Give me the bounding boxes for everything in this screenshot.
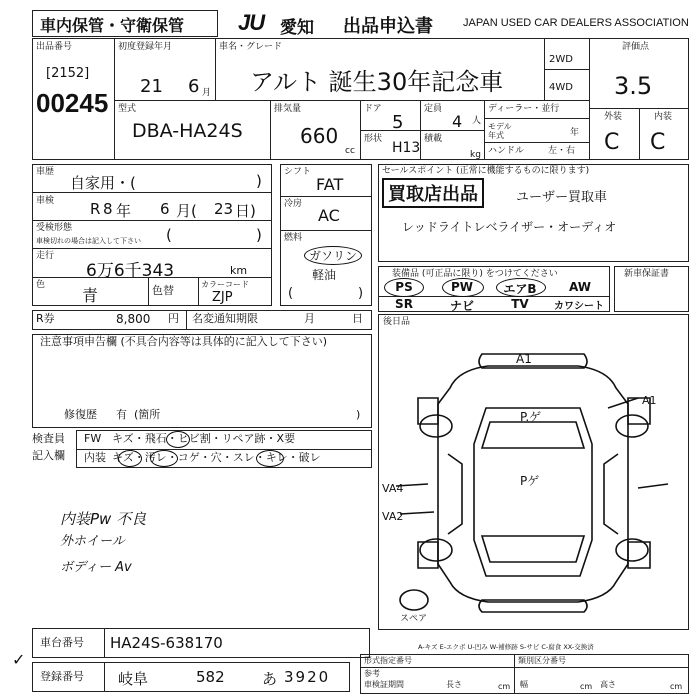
model-year-unit: 年 (570, 128, 580, 138)
circle-mark-airbag (496, 278, 546, 297)
handle-options: 左・右 (548, 146, 576, 156)
rule (104, 662, 105, 692)
diagram-mark-roof: P.ゲ (520, 410, 542, 424)
evaluation-label: 評価点 (622, 42, 650, 52)
shape-value: H13 (392, 140, 421, 156)
inspector-label-1: 検査員 (32, 432, 65, 445)
reg-month-unit: 月 (202, 88, 212, 98)
doors-label: ドア (364, 104, 382, 114)
handwritten-note-2: 外ホイール (60, 534, 125, 549)
rule (280, 230, 372, 231)
inspection-year-unit: 年 (116, 202, 132, 220)
rule (420, 130, 484, 131)
handle-label: ハンドル (488, 146, 525, 156)
history-label: 車歴 (36, 167, 55, 177)
fuel-open: ( (288, 286, 294, 301)
color-label: 色 (36, 280, 46, 290)
capacity-unit: 人 (472, 116, 482, 126)
type-label: 型式 (118, 104, 137, 114)
model-name-value: アルト 誕生30年記念車 (250, 68, 504, 96)
reg-month: 6 (188, 76, 200, 97)
change-month-unit: 月 (304, 312, 315, 325)
interior-label: 内装 (654, 112, 673, 122)
mileage-value: 6万6千343 (86, 261, 175, 281)
damage-legend: A-キズ E-エクボ U-凹み W-補修跡 S-サビ C-腐食 XX-交換済 (418, 643, 594, 651)
ju-logo: JU (238, 10, 265, 35)
rule (186, 310, 187, 330)
first-reg-label: 初度登録年月 (118, 42, 173, 52)
inspector-row2-head: 内装 (84, 451, 106, 464)
drive-4wd: 4WD (549, 82, 573, 93)
shape-label: 形状 (364, 134, 383, 144)
mileage-unit: km (230, 264, 248, 277)
fuel-close: ) (358, 286, 364, 301)
repair-close: ) (356, 408, 361, 421)
rule (32, 248, 272, 249)
load-label: 積載 (424, 134, 443, 144)
inspector-row1-items: キズ・飛石・ヒビ割・リペア跡・X要 (112, 432, 296, 445)
circle-mark-ps (384, 278, 424, 297)
displacement-label: 排気量 (274, 104, 302, 114)
warranty-label: 新車保証書 (624, 269, 670, 279)
rule (639, 108, 640, 160)
rule (589, 38, 590, 160)
buy-store-label: 買取店出品 (382, 178, 484, 208)
circle-mark-stain (150, 450, 178, 467)
ref-label: 参考 (364, 669, 380, 678)
diagram-mark-side-1: VA4 (382, 482, 404, 495)
equip-navi: ナビ (449, 299, 474, 313)
aircon-value: AC (318, 206, 340, 225)
history-value: 自家用・( (70, 174, 136, 192)
interior-grade: C (650, 130, 666, 155)
width-unit: cm (580, 682, 593, 691)
inspection-label: 車検 (36, 196, 55, 206)
model-year-label: モデル年式 (488, 122, 512, 140)
acceptance-close: ) (256, 226, 262, 244)
evaluation-score: 3.5 (614, 72, 653, 100)
plate-region: 岐阜 (118, 670, 149, 688)
shift-value: FAT (316, 175, 344, 194)
inspection-day-unit: 日) (235, 202, 256, 220)
rule (484, 142, 589, 143)
circle-mark-stone (166, 431, 190, 448)
after-label: 後日品 (383, 317, 411, 327)
mileage-label: 走行 (36, 251, 55, 261)
inspection-year: 8 (103, 200, 113, 218)
equip-sr: SR (395, 297, 413, 311)
tax-unit: 円 (168, 312, 179, 325)
acceptance-note: 車検切れの場合は記入して下さい (36, 237, 141, 245)
repair-label: 修復歴 (64, 408, 97, 421)
drive-2wd: 2WD (549, 54, 573, 65)
rule (76, 449, 372, 450)
change-day-unit: 日 (352, 312, 363, 325)
change-notice-label: 名変通知期限 (192, 312, 258, 325)
exterior-grade: C (604, 130, 620, 155)
length-label: 長さ (446, 680, 462, 689)
displacement-value: 660 (300, 124, 339, 148)
handwritten-note-3: ボディー Av (60, 560, 132, 575)
association-name: JAPAN USED CAR DEALERS ASSOCIATION (463, 17, 689, 29)
circle-mark-scratch (118, 450, 142, 467)
equip-ps: PS (395, 280, 413, 294)
form-title: 出品申込書 (343, 16, 433, 36)
repair-parts-label: (箇所 (134, 408, 161, 421)
plate-label: 登録番号 (40, 670, 84, 683)
diagram-mark-corner: A1 (642, 394, 657, 407)
inspector-row2-items: キズ・汚レ・コゲ・穴・スレ・キレ・破レ (112, 451, 321, 464)
capacity-value: 4 (452, 112, 463, 131)
cert-label: 車検証期間 (364, 680, 404, 689)
history-close: ) (256, 172, 262, 190)
rule (280, 196, 372, 197)
equip-aw: AW (569, 280, 591, 294)
diagram-mark-front: A1 (516, 352, 532, 366)
inspection-month: 6 (160, 200, 170, 218)
rule (360, 130, 420, 131)
acceptance-open: ( (166, 226, 172, 244)
circle-mark-wear (256, 450, 284, 467)
form-spec-label: 形式指定番号 (364, 656, 412, 665)
lot-number: 00245 (36, 88, 109, 118)
inspection-era: R (90, 200, 101, 218)
height-label: 高さ (600, 680, 616, 689)
color-code-label: カラーコード (201, 280, 249, 289)
rule (484, 100, 485, 160)
inspector-label-2: 記入欄 (32, 449, 65, 462)
storage-label: 車内保管・守衛保管 (40, 18, 185, 35)
selling-note-2: レッドライトレベライザー・オーディオ (402, 220, 617, 234)
diagram-mark-side-2: VA2 (382, 510, 404, 523)
handwritten-note-1: 内装Pw 不良 (60, 510, 147, 528)
selling-points-label: セールスポイント (正常に機能するものに限ります) (382, 166, 590, 176)
doors-value: 5 (392, 112, 404, 133)
dealer-label: ディーラー・並行 (488, 104, 560, 114)
equip-leather: カワシート (554, 301, 604, 312)
rule (360, 667, 689, 668)
color-value: 青 (82, 286, 99, 305)
repaint-label: 色替 (152, 284, 174, 297)
equipment-label: 装備品 (可正品に限り) をつけてください (392, 269, 558, 279)
equip-tv: TV (511, 297, 529, 311)
length-unit: cm (498, 682, 511, 691)
rule (32, 192, 272, 193)
model-name-label: 車名・グレード (219, 42, 283, 52)
rule (148, 277, 149, 306)
tax-amount: 8,800 (116, 312, 151, 326)
chassis-label: 車台番号 (40, 636, 84, 649)
aircon-label: 冷房 (284, 199, 303, 209)
chassis-value: HA24S-638170 (110, 634, 223, 652)
plate-class: 582 (196, 668, 225, 686)
acceptance-label: 受検形態 (36, 223, 73, 233)
check-mark: ✓ (12, 650, 26, 669)
notes-label: 注意事項申告欄 (不具合内容等は具体的に記入して下さい) (40, 335, 328, 348)
width-label: 幅 (520, 680, 528, 689)
displacement-unit: cc (345, 146, 355, 156)
shift-label: シフト (284, 167, 312, 177)
fuel-option-gasoline: ガソリン (304, 246, 362, 265)
fuel-option-diesel: 軽油 (312, 268, 337, 282)
plate-number: 3920 (284, 668, 331, 686)
inspection-day: 23 (214, 200, 234, 218)
rule (198, 277, 199, 306)
inspection-month-unit: 月( (176, 202, 197, 220)
repair-value: 有 (116, 408, 127, 421)
reg-year: 21 (140, 76, 163, 97)
diagram-mark-rear: Pゲ (520, 474, 540, 488)
lot-label: 出品番号 (36, 42, 73, 52)
plate-kana: あ (262, 670, 278, 688)
lot-sub-number: [2152] (46, 66, 90, 81)
spare-label: スペア (400, 614, 428, 624)
exterior-label: 外装 (604, 112, 623, 122)
tax-label: R券 (36, 312, 55, 325)
rule (114, 100, 589, 101)
height-unit: cm (670, 682, 683, 691)
capacity-label: 定員 (424, 104, 443, 114)
rule (270, 100, 271, 160)
rule (104, 628, 105, 658)
rule (514, 654, 515, 694)
selling-note-1: ユーザー買取車 (516, 190, 608, 205)
type-value: DBA-HA24S (132, 120, 243, 142)
equip-airbag: エアB (503, 282, 537, 296)
region-label: 愛知 (280, 18, 314, 37)
load-unit: kg (470, 150, 481, 160)
equip-pw: PW (450, 280, 474, 294)
inspector-row1-head: FW (84, 432, 102, 445)
rule (114, 38, 115, 160)
category-label: 類別区分番号 (518, 656, 566, 665)
circle-mark-pw (442, 278, 484, 297)
rule (484, 118, 589, 119)
fuel-label: 燃料 (284, 233, 303, 243)
color-code-value: ZJP (212, 290, 233, 305)
rule (544, 69, 589, 70)
rule (215, 38, 216, 100)
